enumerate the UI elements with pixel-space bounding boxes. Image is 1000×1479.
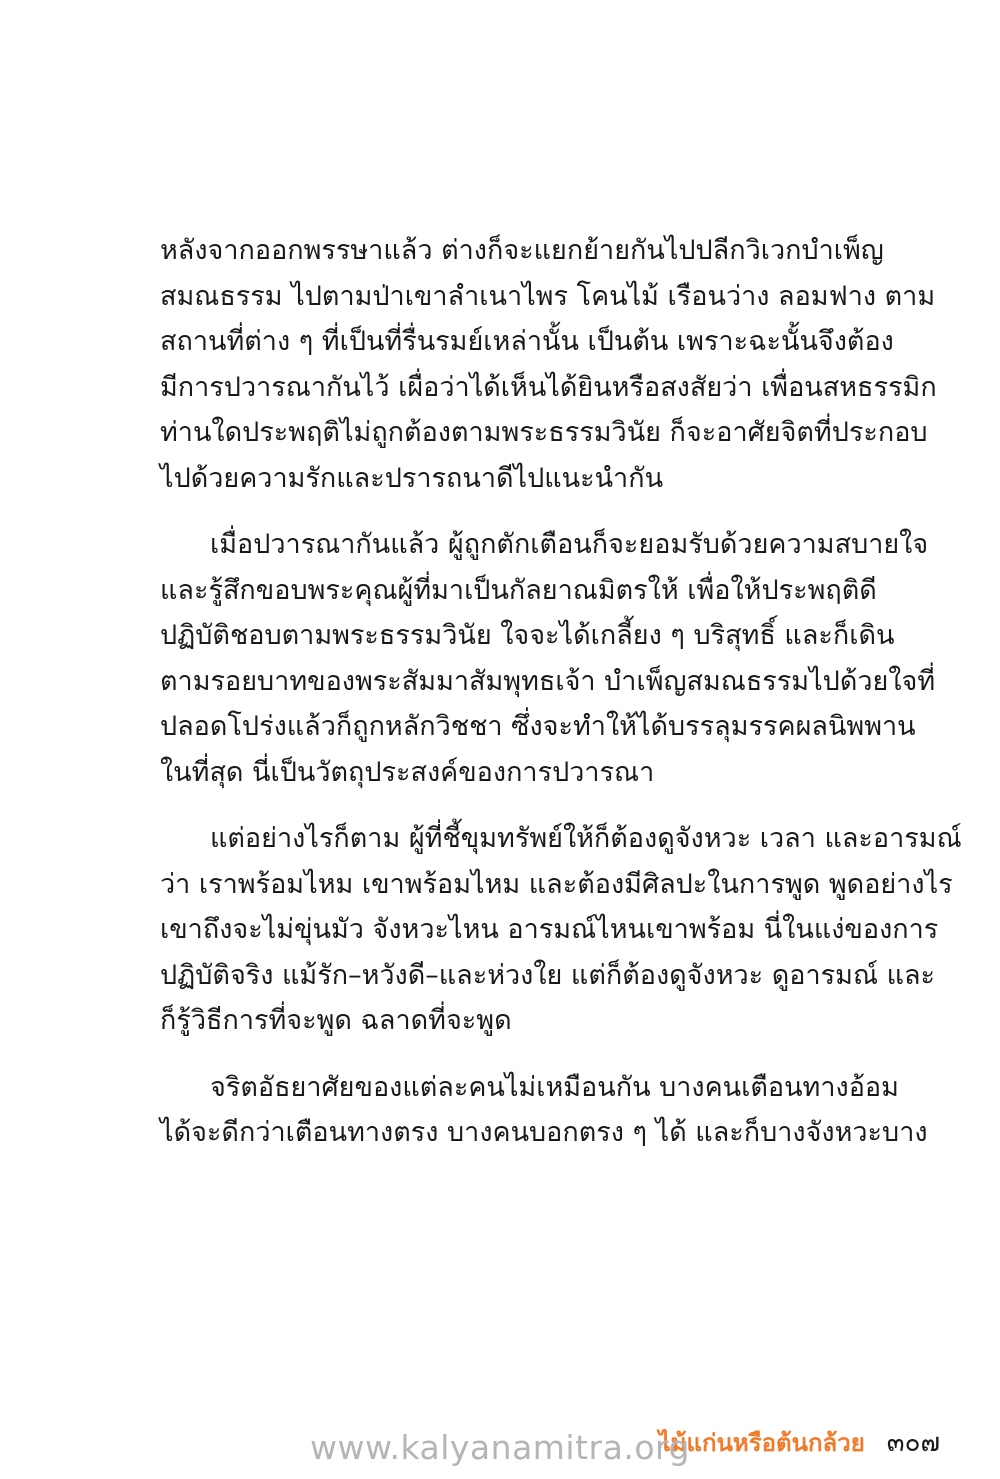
text-line: สมณธรรม ไปตามป่าเขาลำเนาไพร โคนไม้ เรือนว่าง ลอมฟาง ตาม <box>160 280 936 312</box>
text-line: ได้จะดีกว่าเตือนทางตรง บางคนบอกตรง ๆ ได้ และก็บางจังหวะบาง <box>160 1117 928 1148</box>
page-number: ๓๐๗ <box>886 1428 940 1458</box>
text-line: ก็รู้วิธีการที่จะพูด ฉลาดที่จะพูด <box>160 1005 512 1036</box>
paragraph-4 <box>160 1065 928 1156</box>
watermark-url: www.kalyanamitra.org <box>310 1428 690 1467</box>
paragraph-3 <box>160 816 962 1044</box>
text-line: ท่านใดประพฤติไม่ถูกต้องตามพระธรรมวินัย ก็จะอาศัยจิตที่ประกอบ <box>160 417 928 448</box>
text-line: แต่อย่างไรก็ตาม ผู้ที่ชี้ขุมทรัพย์ให้ก็ต้องดูจังหวะ เวลา และอารมณ์ <box>210 823 962 854</box>
text-line: เขาถึงจะไม่ขุ่นมัว จังหวะไหน อารมณ์ไหนเขาพร้อม นี่ในแง่ของการ <box>160 914 939 945</box>
text-line: ปฏิบัติชอบตามพระธรรมวินัย ใจจะได้เกลี้ยง ๆ บริสุทธิ์ และก็เดิน <box>160 620 895 651</box>
text-line: ปฏิบัติจริง แม้รัก–หวังดี–และห่วงใย แต่ก็ต้องดูจังหวะ ดูอารมณ์ และ <box>160 959 936 991</box>
paragraph-2 <box>160 522 936 795</box>
text-line: ในที่สุด นี่เป็นวัตถุประสงค์ของการปวารณา <box>160 756 655 788</box>
text-line: ว่า เราพร้อมไหม เขาพร้อมไหม และต้องมีศิลปะในการพูด พูดอย่างไร <box>160 868 953 900</box>
text-line: จริตอัธยาศัยของแต่ละคนไม่เหมือนกัน บางคนเตือนทางอ้อม <box>210 1071 899 1103</box>
paragraph-1 <box>160 228 937 501</box>
text-line: ตามรอยบาทของพระสัมมาสัมพุทธเจ้า บำเพ็ญสมณธรรมไปด้วยใจที่ <box>160 665 936 697</box>
text-line: ไปด้วยความรักและปรารถนาดีไปแนะนำกัน <box>160 462 664 494</box>
text-line: มีการปวารณากันไว้ เผื่อว่าได้เห็นได้ยินหรือสงสัยว่า เพื่อนสหธรรมิก <box>160 371 937 403</box>
text-line: และรู้สึกขอบพระคุณผู้ที่มาเป็นกัลยาณมิตรให้ เพื่อให้ประพฤติดี <box>160 574 877 606</box>
text-line: เมื่อปวารณากันแล้ว ผู้ถูกตักเตือนก็จะยอมรับด้วยความสบายใจ <box>210 529 929 560</box>
running-title: ไม้แก่นหรือต้นกล้วย <box>658 1429 865 1457</box>
text-line: ปลอดโปร่งแล้วก็ถูกหลักวิชชา ซึ่งจะทำให้ได้บรรลุมรรคผลนิพพาน <box>160 711 916 742</box>
page-body <box>160 228 962 1177</box>
text-line: สถานที่ต่าง ๆ ที่เป็นที่รื่นรมย์เหล่านั้น เป็นต้น เพราะฉะนั้นจึงต้อง <box>160 326 894 357</box>
text-line: หลังจากออกพรรษาแล้ว ต่างก็จะแยกย้ายกันไปปลีกวิเวกบำเพ็ญ <box>160 235 884 266</box>
